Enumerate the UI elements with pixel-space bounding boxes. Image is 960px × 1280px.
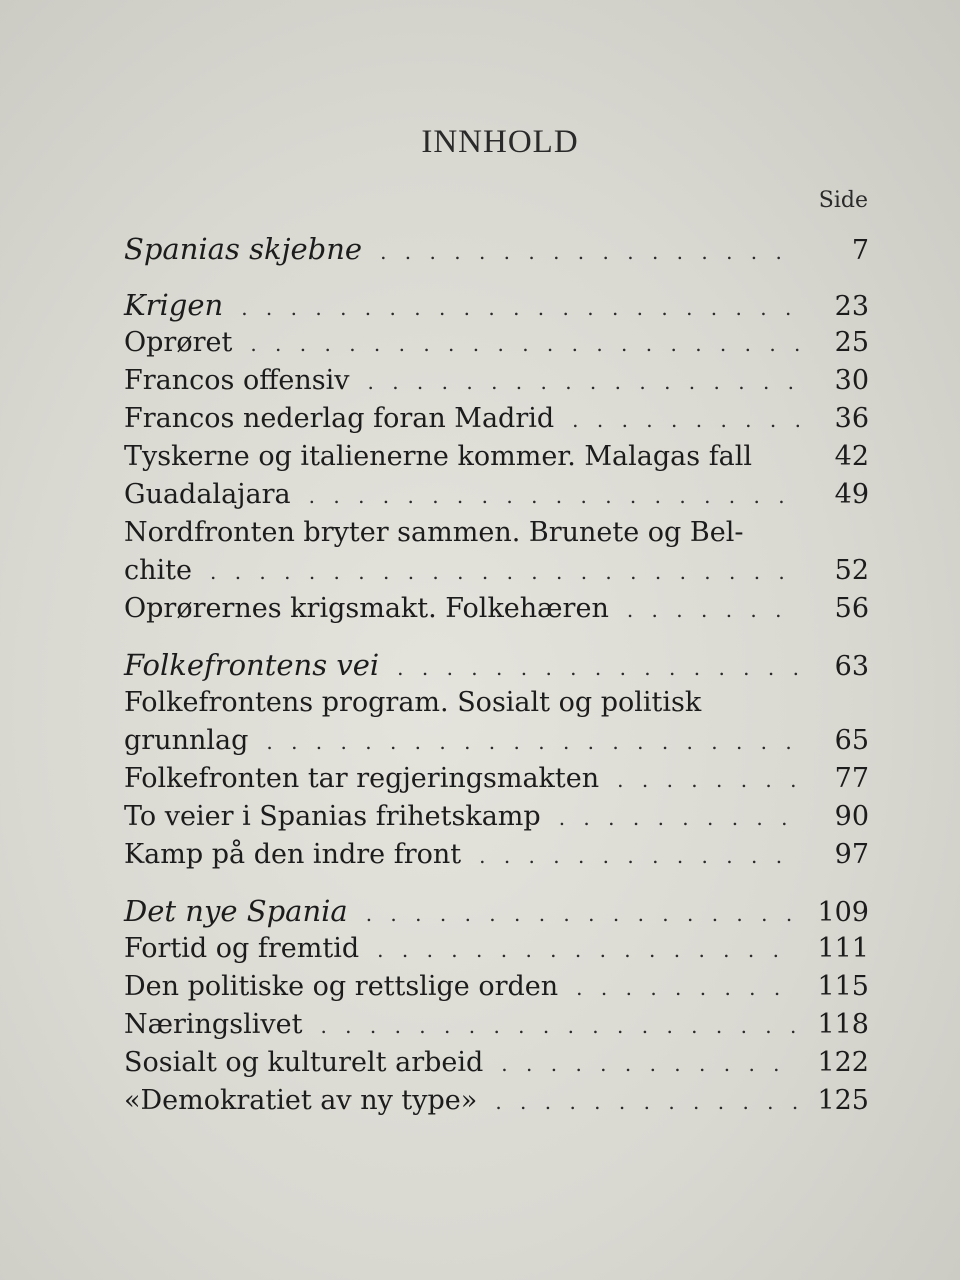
toc-entry-label: Nordfronten bryter sammen. Brunete og Bel- — [124, 517, 744, 548]
dot-leader — [559, 799, 799, 837]
toc-entry-label: Folkefronten tar regjeringsmakten — [124, 763, 600, 794]
toc-page-number: 109 — [817, 897, 869, 928]
toc-entry-label: Guadalajara — [124, 479, 291, 510]
page-title: INNHOLD — [421, 124, 579, 160]
toc-entry-label: Kamp på den indre front — [124, 839, 462, 870]
toc-section-folkefrontens-vei — [124, 646, 869, 684]
toc-page-number: 65 — [834, 725, 869, 756]
toc-section-title: Krigen — [124, 288, 224, 322]
toc-page-number: 42 — [834, 441, 869, 472]
toc-entry-label: Sosialt og kulturelt arbeid — [124, 1047, 484, 1078]
dot-leader — [617, 761, 799, 799]
toc-entry — [124, 590, 869, 628]
toc-entry — [124, 798, 869, 836]
dot-leader — [309, 477, 799, 515]
toc-entry-label: Tyskerne og italienerne kommer. Malagas fall — [124, 441, 753, 472]
toc-entry-label: Næringslivet — [124, 1009, 303, 1040]
toc-entry-label: «Demokratiet av ny type» — [124, 1085, 478, 1116]
dot-leader — [320, 1007, 799, 1045]
dot-leader — [495, 1083, 799, 1121]
toc-page-number: 30 — [834, 365, 869, 396]
toc-entry — [124, 324, 869, 362]
toc-page-number: 90 — [834, 801, 869, 832]
toc-entry — [124, 836, 869, 874]
toc-entry-label-continued: chite — [124, 555, 192, 586]
toc-entry-label: Fortid og fremtid — [124, 933, 360, 964]
dot-leader — [501, 1045, 799, 1083]
toc-section-title: Det nye Spania — [124, 894, 348, 928]
toc-section-det-nye-spania — [124, 892, 869, 930]
toc-section-title: Folkefrontens vei — [124, 648, 380, 682]
toc-page-number: 125 — [817, 1085, 869, 1116]
dot-leader — [397, 649, 799, 687]
dot-leader — [366, 895, 799, 933]
toc-page-number: 56 — [834, 593, 869, 624]
dot-leader — [627, 591, 799, 629]
toc-entry — [124, 476, 869, 514]
dot-leader — [210, 553, 799, 591]
toc-page-number: 77 — [834, 763, 869, 794]
dot-leader — [576, 969, 799, 1007]
toc-page-number: 49 — [834, 479, 869, 510]
toc-page-number: 63 — [834, 651, 869, 682]
toc-entry-first-line — [124, 684, 869, 722]
dot-leader — [266, 723, 799, 761]
toc-page-number: 25 — [834, 327, 869, 358]
dot-leader — [250, 325, 799, 363]
toc-entry-label: Oprøret — [124, 327, 233, 358]
toc-entry — [124, 438, 869, 476]
toc-entry-first-line — [124, 514, 869, 552]
toc-entry-label: Oprørernes krigsmakt. Folkehæren — [124, 593, 609, 624]
toc-entry — [124, 968, 869, 1006]
toc-entry — [124, 552, 869, 590]
dot-leader — [241, 289, 799, 327]
toc-entry-label: Folkefrontens program. Sosialt og politisk — [124, 687, 702, 718]
toc-page-number: 111 — [817, 933, 869, 964]
dot-leader — [479, 837, 799, 875]
toc-section-title: Spanias skjebne — [124, 232, 363, 266]
toc-entry — [124, 362, 869, 400]
toc-page-number: 23 — [834, 291, 869, 322]
toc-page-number: 122 — [817, 1047, 869, 1078]
toc-entry — [124, 1082, 869, 1120]
dot-leader — [572, 401, 799, 439]
toc-page-number: 7 — [851, 235, 869, 266]
toc-entry-label: Francos offensiv — [124, 365, 350, 396]
dot-leader — [377, 931, 799, 969]
toc-entry-label: Den politiske og rettslige orden — [124, 971, 559, 1002]
dot-leader — [380, 233, 799, 271]
toc-section-krigen — [124, 286, 869, 324]
toc-page-number: 97 — [834, 839, 869, 870]
toc-page-number: 52 — [834, 555, 869, 586]
toc-page-number: 115 — [817, 971, 869, 1002]
toc-entry-label: To veier i Spanias frihetskamp — [124, 801, 541, 832]
toc-entry — [124, 1044, 869, 1082]
toc-entry-label-continued: grunnlag — [124, 725, 249, 756]
toc-entry — [124, 722, 869, 760]
table-of-contents — [124, 230, 869, 1120]
toc-entry-label: Francos nederlag foran Madrid — [124, 403, 555, 434]
toc-page-number: 36 — [834, 403, 869, 434]
dot-leader — [368, 363, 800, 401]
toc-section-spanias-skjebne — [124, 230, 869, 268]
toc-page-number: 118 — [817, 1009, 869, 1040]
toc-entry — [124, 930, 869, 968]
toc-entry — [124, 1006, 869, 1044]
toc-entry — [124, 760, 869, 798]
page-column-header: Side — [818, 188, 868, 213]
toc-entry — [124, 400, 869, 438]
